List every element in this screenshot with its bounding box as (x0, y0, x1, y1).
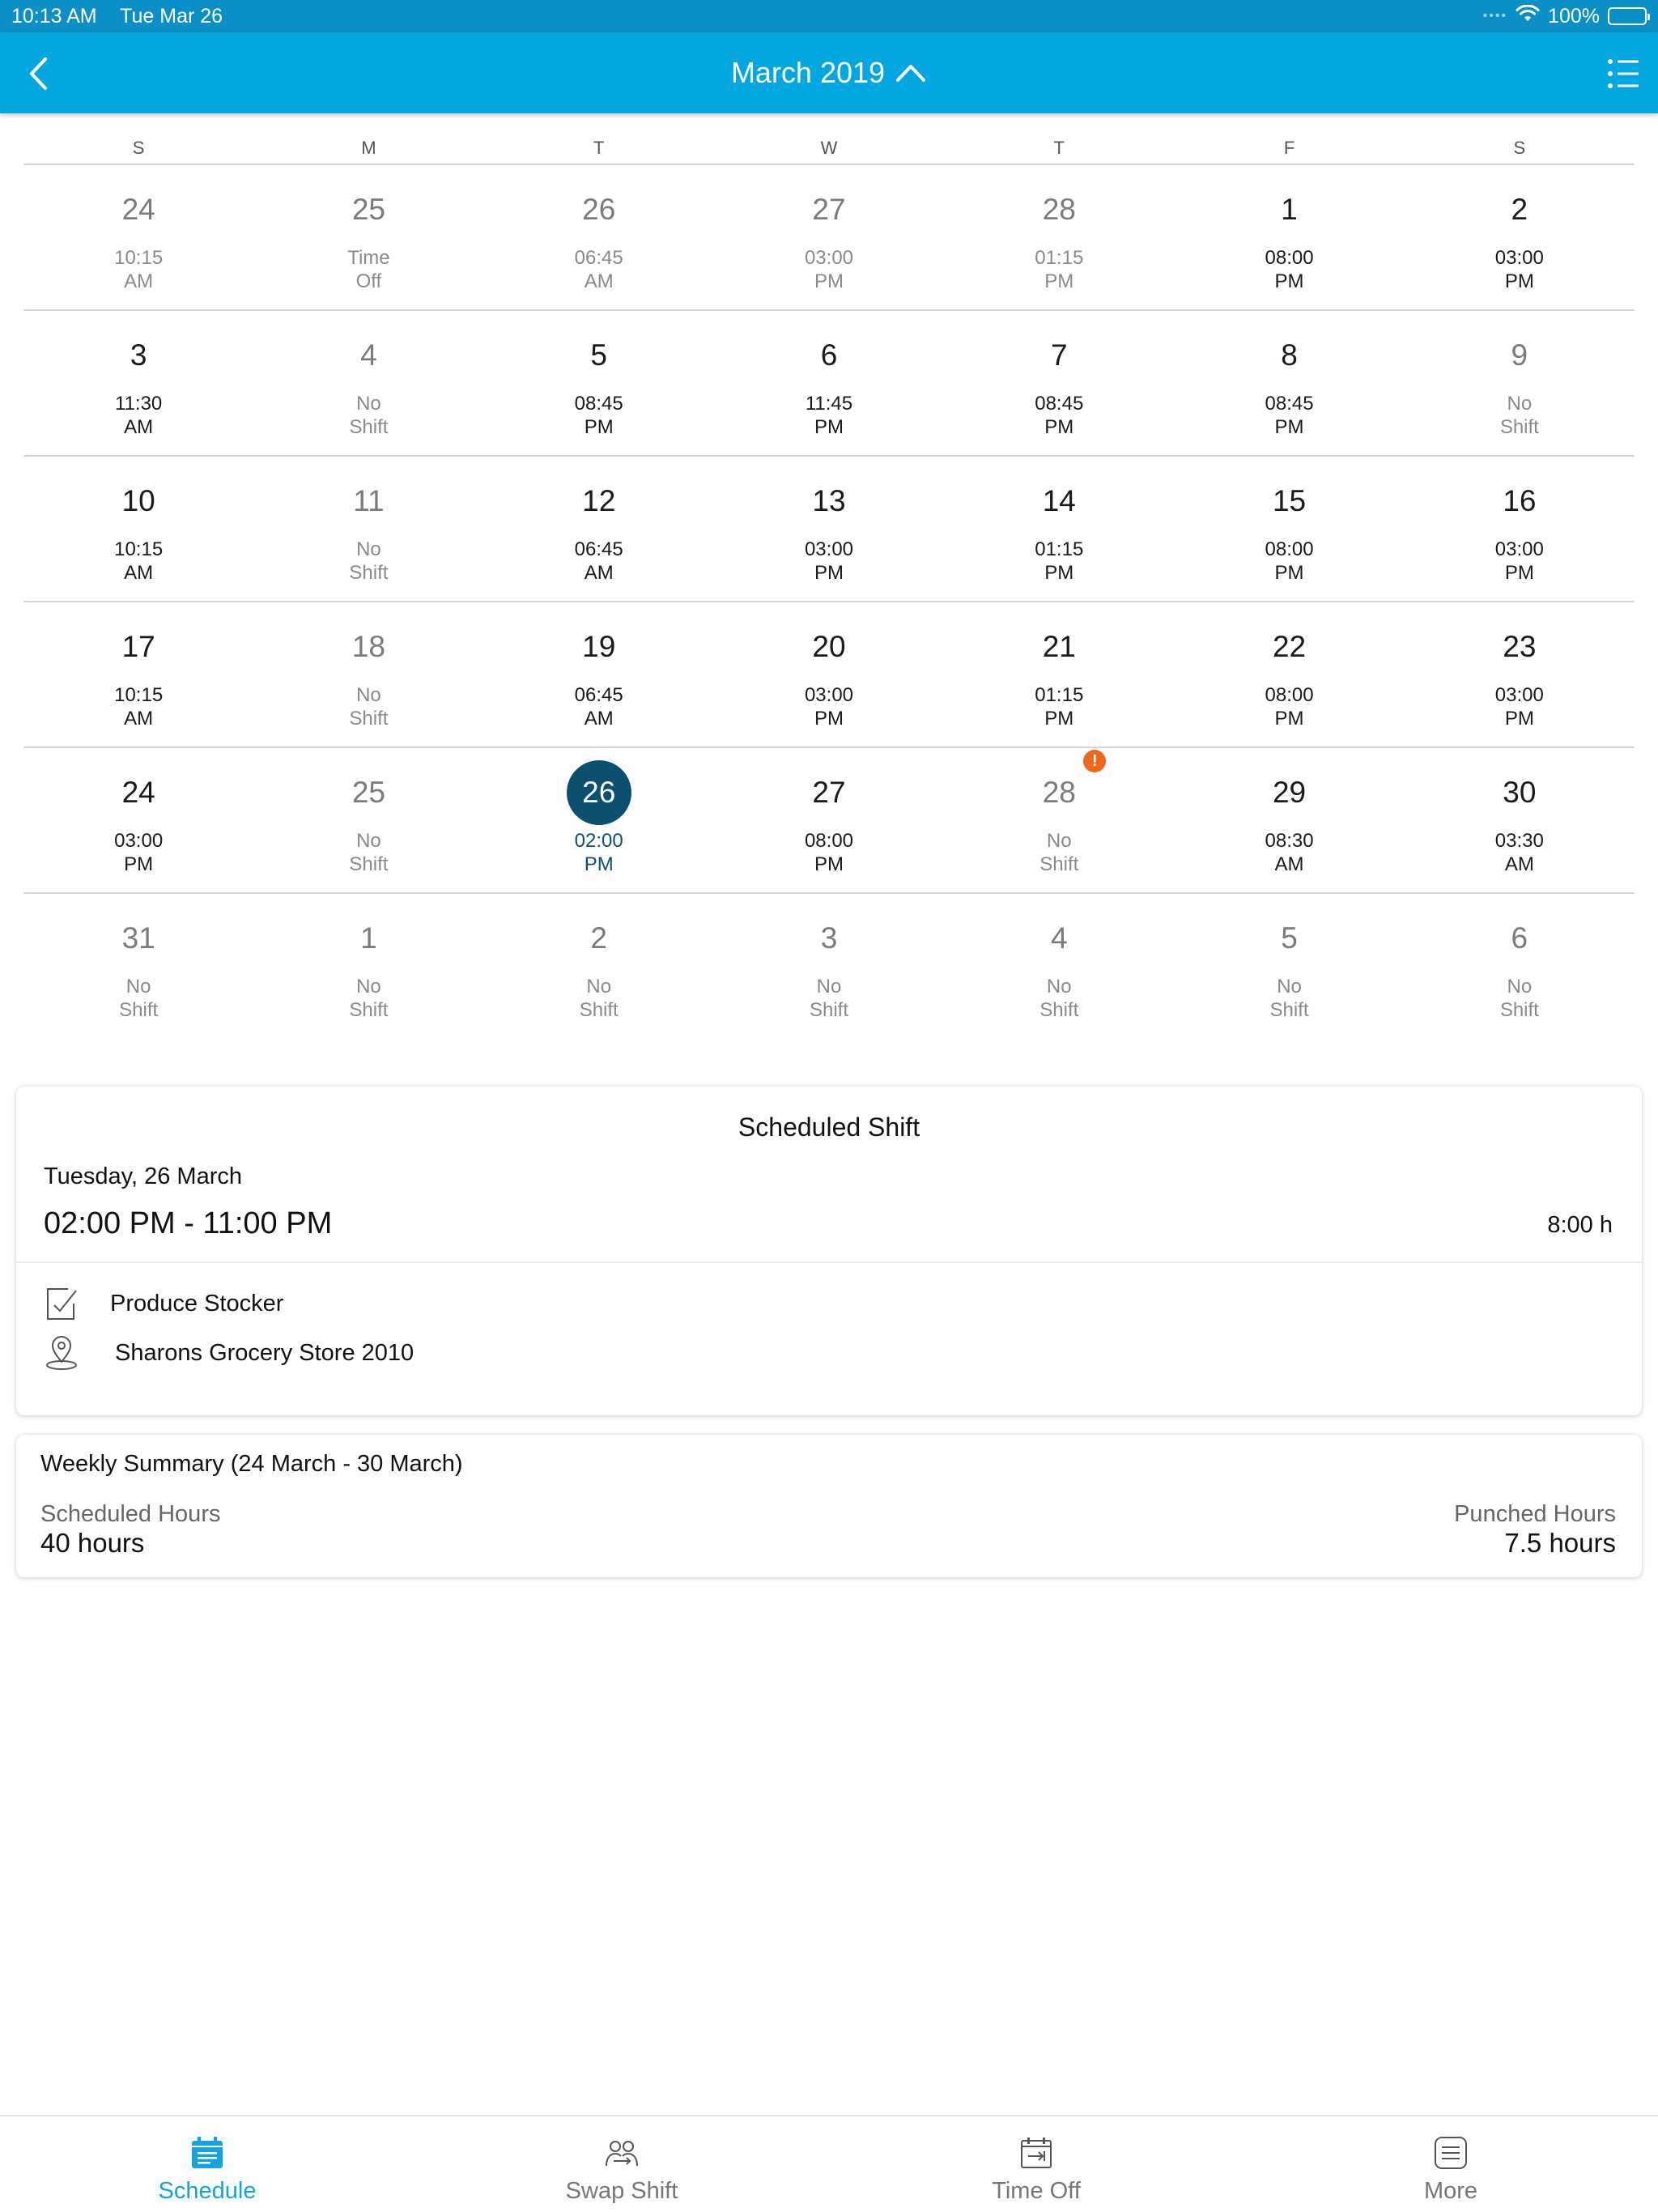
calendar-day[interactable] (714, 165, 944, 309)
list-view-button[interactable] (1603, 53, 1643, 94)
month-calendar (23, 130, 1635, 1038)
day-shift-info (23, 975, 253, 1022)
calendar-day[interactable] (253, 165, 483, 309)
list-icon (1606, 57, 1640, 91)
day-shift-info (23, 683, 253, 730)
tab-time-off[interactable] (829, 2116, 1244, 2212)
calendar-day[interactable] (944, 602, 1174, 747)
day-shift-line1: No (356, 830, 381, 852)
day-number: 16 (1503, 484, 1537, 517)
day-shift-line1: 03:00 (804, 538, 854, 560)
day-shift-line2: Shift (349, 853, 389, 875)
day-shift-line1: 01:15 (1035, 247, 1084, 269)
day-shift-line2: PM (124, 853, 154, 875)
day-shift-info (1174, 975, 1404, 1022)
day-shift-line2: Off (355, 270, 382, 292)
day-shift-line2: PM (814, 416, 844, 438)
day-shift-line2: Shift (1499, 416, 1539, 438)
day-number: 29 (1272, 776, 1307, 809)
day-shift-info (1405, 829, 1635, 876)
day-shift-line2: PM (1504, 270, 1534, 292)
calendar-day[interactable] (944, 748, 1174, 892)
day-shift-info (484, 829, 714, 876)
header-bar (0, 32, 1658, 113)
day-shift-info (23, 246, 253, 293)
day-shift-line2: PM (814, 708, 844, 730)
weekday-header (23, 130, 1635, 164)
day-shift-line1: No (1277, 976, 1302, 998)
shift-role: Produce Stocker (110, 1290, 284, 1317)
day-number: 2 (590, 921, 607, 955)
day-shift-info (1405, 538, 1635, 585)
day-shift-line2: PM (814, 270, 844, 292)
day-shift-line1: 10:15 (114, 684, 164, 706)
day-number: 18 (351, 630, 385, 663)
day-number: 22 (1272, 630, 1307, 663)
day-shift-info (944, 538, 1174, 585)
day-number: 21 (1042, 630, 1076, 663)
day-number: 15 (1272, 484, 1307, 517)
day-shift-line1: 06:45 (574, 538, 623, 560)
calendar-day[interactable] (484, 894, 714, 1038)
scheduled-shift-card[interactable] (16, 1087, 1642, 1415)
cellular-signal-icon: •••• (1482, 9, 1508, 23)
calendar-day-selected[interactable] (484, 748, 714, 892)
calendar-day[interactable] (1174, 748, 1404, 892)
day-shift-line1: No (356, 684, 381, 706)
day-shift-line2: AM (584, 562, 614, 584)
day-shift-line1: 06:45 (574, 684, 623, 706)
day-shift-line1: 11:30 (115, 393, 163, 415)
calendar-day[interactable] (944, 894, 1174, 1038)
day-shift-line1: 08:00 (1265, 684, 1314, 706)
calendar-day[interactable] (253, 748, 483, 892)
day-shift-line1: 03:00 (114, 830, 164, 852)
calendar-week-row (23, 455, 1635, 601)
tab-swap-shift-label: Swap Shift (565, 2178, 678, 2204)
day-number: 1 (1281, 193, 1298, 226)
day-number: 4 (1050, 921, 1068, 955)
calendar-day[interactable] (714, 894, 944, 1038)
weekday-label: M (361, 138, 376, 158)
day-shift-line2: PM (1044, 270, 1074, 292)
day-shift-line2: Shift (1499, 999, 1539, 1021)
calendar-week-row (23, 892, 1635, 1038)
shift-location: Sharons Grocery Store 2010 (115, 1339, 414, 1366)
day-shift-line2: Shift (809, 999, 848, 1021)
calendar-day[interactable] (944, 165, 1174, 309)
calendar-day[interactable] (714, 602, 944, 747)
calendar-week-row (23, 747, 1635, 892)
day-shift-line1: 08:00 (804, 830, 854, 852)
day-number: 12 (582, 484, 616, 517)
day-number: 20 (812, 630, 846, 663)
day-shift-info (714, 392, 944, 439)
day-number: 6 (1511, 921, 1528, 955)
day-number: 24 (121, 193, 155, 226)
day-number: 25 (351, 776, 385, 809)
day-number: 7 (1050, 338, 1068, 372)
calendar-day[interactable] (484, 602, 714, 747)
weekday-label: S (1513, 138, 1526, 158)
shift-time-range: 02:00 PM - 11:00 PM (44, 1206, 333, 1240)
battery-icon (1608, 7, 1647, 25)
day-shift-info (1174, 392, 1404, 439)
day-shift-line2: Shift (1269, 999, 1309, 1021)
day-shift-info (253, 392, 483, 439)
weekday-label: S (132, 138, 145, 158)
day-shift-line1: 08:00 (1265, 538, 1314, 560)
day-shift-info (1405, 392, 1635, 439)
day-number: 4 (360, 338, 377, 372)
divider (16, 1261, 1642, 1263)
calendar-day[interactable] (484, 457, 714, 601)
calendar-day[interactable] (1405, 602, 1635, 747)
time-off-icon (1018, 2134, 1055, 2172)
calendar-week-row (23, 309, 1635, 455)
calendar-day[interactable] (1174, 894, 1404, 1038)
wifi-icon (1516, 5, 1540, 28)
day-shift-info (484, 975, 714, 1022)
day-shift-line1: No (125, 976, 151, 998)
day-shift-line2: PM (1504, 562, 1534, 584)
day-shift-line1: 03:00 (804, 247, 854, 269)
status-date: Tue Mar 26 (120, 4, 223, 28)
day-shift-info (714, 829, 944, 876)
day-shift-info (23, 829, 253, 876)
day-shift-info (944, 392, 1174, 439)
day-number: 13 (812, 484, 846, 517)
day-shift-info (484, 246, 714, 293)
scheduled-hours-value: 40 hours (40, 1528, 145, 1558)
calendar-day[interactable] (23, 457, 253, 601)
day-shift-line1: 08:30 (1265, 830, 1314, 852)
day-shift-line1: Time (347, 247, 390, 269)
day-shift-line1: 08:45 (574, 393, 623, 415)
day-number: 31 (121, 921, 155, 955)
day-shift-line2: AM (1274, 853, 1304, 875)
punched-hours-value: 7.5 hours (1504, 1528, 1616, 1558)
calendar-day[interactable] (1405, 457, 1635, 601)
calendar-day[interactable] (253, 457, 483, 601)
shift-duration: 8:00 h (1547, 1212, 1613, 1238)
day-shift-info (253, 246, 483, 293)
day-shift-line2: Shift (349, 416, 389, 438)
day-shift-line1: No (1046, 976, 1072, 998)
tab-time-off-label: Time Off (992, 2178, 1081, 2204)
calendar-day[interactable] (23, 311, 253, 455)
day-shift-line2: PM (1274, 270, 1304, 292)
day-shift-info (944, 683, 1174, 730)
calendar-day[interactable] (23, 602, 253, 747)
day-number: 24 (121, 776, 155, 809)
day-shift-line2: PM (1044, 708, 1074, 730)
month-selector[interactable] (0, 32, 1658, 113)
calendar-day[interactable] (714, 457, 944, 601)
day-shift-info (1174, 829, 1404, 876)
calendar-day[interactable] (1405, 311, 1635, 455)
day-shift-info (1405, 246, 1635, 293)
day-shift-info (1405, 683, 1635, 730)
calendar-weeks (23, 164, 1635, 1038)
day-shift-line1: 02:00 (574, 830, 623, 852)
weekday-label: W (820, 138, 838, 158)
day-shift-line2: Shift (579, 999, 619, 1021)
day-number: 19 (582, 630, 616, 663)
day-shift-info (944, 246, 1174, 293)
day-number: 2 (1511, 193, 1528, 226)
day-number: 25 (351, 193, 385, 226)
day-number: 14 (1042, 484, 1076, 517)
day-shift-line2: PM (1274, 416, 1304, 438)
day-shift-line2: AM (124, 562, 154, 584)
day-shift-info (714, 683, 944, 730)
day-shift-line2: AM (584, 270, 614, 292)
location-pin-icon (44, 1334, 79, 1372)
day-shift-line1: 01:15 (1035, 538, 1084, 560)
day-shift-line1: No (1046, 830, 1072, 852)
day-shift-line2: PM (1274, 562, 1304, 584)
day-number: 27 (812, 776, 846, 809)
day-shift-line1: No (356, 538, 381, 560)
calendar-day[interactable] (23, 894, 253, 1038)
calendar-day[interactable] (1405, 894, 1635, 1038)
calendar-day[interactable] (253, 311, 483, 455)
day-shift-line1: 10:15 (114, 538, 164, 560)
tab-schedule-label: Schedule (158, 2178, 257, 2204)
day-shift-info (484, 538, 714, 585)
day-shift-line1: 06:45 (574, 247, 623, 269)
status-time: 10:13 AM (11, 4, 97, 28)
day-number: 3 (820, 921, 838, 955)
swap-shift-icon (603, 2134, 640, 2172)
calendar-day[interactable] (23, 165, 253, 309)
chevron-up-icon (895, 62, 927, 83)
day-number: 26 (582, 193, 616, 226)
day-shift-line2: PM (584, 416, 614, 438)
shift-role-row (44, 1285, 283, 1322)
battery-percent: 100% (1548, 4, 1600, 28)
day-shift-line1: 03:30 (1494, 830, 1544, 852)
day-shift-info (1174, 683, 1404, 730)
day-number: 5 (1281, 921, 1298, 955)
punched-hours-label: Punched Hours (1454, 1501, 1616, 1527)
day-shift-info (253, 683, 483, 730)
month-title: March 2019 (730, 56, 886, 89)
calendar-day[interactable] (714, 311, 944, 455)
day-shift-line1: No (586, 976, 612, 998)
day-number: 5 (590, 338, 607, 372)
day-shift-info (253, 538, 483, 585)
weekday-label: T (593, 138, 605, 158)
day-shift-line2: PM (814, 853, 844, 875)
day-shift-info (253, 975, 483, 1022)
day-shift-info (714, 246, 944, 293)
weekly-summary-card (16, 1435, 1642, 1577)
day-shift-line2: AM (1504, 853, 1534, 875)
calendar-day[interactable] (1405, 748, 1635, 892)
day-shift-line1: 03:00 (1494, 538, 1544, 560)
day-shift-line1: 03:00 (1494, 684, 1544, 706)
day-shift-line2: PM (1044, 562, 1074, 584)
day-shift-line1: 03:00 (1494, 247, 1544, 269)
day-number: 28 (1042, 776, 1076, 809)
day-shift-line1: No (356, 976, 381, 998)
day-shift-line1: 01:15 (1035, 684, 1084, 706)
day-number: 10 (121, 484, 155, 517)
calendar-day[interactable] (1174, 602, 1404, 747)
day-shift-info (484, 683, 714, 730)
status-bar (0, 0, 1658, 32)
calendar-day[interactable] (484, 165, 714, 309)
day-shift-line1: No (356, 393, 381, 415)
day-shift-line2: AM (124, 270, 154, 292)
day-shift-info (1174, 538, 1404, 585)
calendar-day[interactable] (253, 894, 483, 1038)
day-shift-line1: 08:00 (1265, 247, 1314, 269)
calendar-day[interactable] (484, 311, 714, 455)
day-shift-line2: Shift (1039, 853, 1079, 875)
day-shift-info (23, 392, 253, 439)
day-shift-line1: 03:00 (804, 684, 854, 706)
day-shift-line1: 10:15 (114, 247, 164, 269)
day-shift-info (23, 538, 253, 585)
calendar-icon (189, 2134, 226, 2172)
shift-location-row (44, 1334, 414, 1372)
day-shift-line2: PM (814, 562, 844, 584)
day-shift-info (1405, 975, 1635, 1022)
calendar-day[interactable] (1174, 165, 1404, 309)
day-number: 26 (567, 760, 631, 825)
scheduled-hours-label: Scheduled Hours (40, 1501, 221, 1527)
day-shift-line1: 11:45 (805, 393, 853, 415)
job-checklist-icon (44, 1285, 79, 1322)
day-number: 17 (121, 630, 155, 663)
day-number: 8 (1281, 338, 1298, 372)
calendar-day[interactable] (1174, 457, 1404, 601)
calendar-week-row (23, 164, 1635, 309)
day-shift-line2: Shift (349, 708, 389, 730)
day-shift-line2: PM (584, 853, 614, 875)
day-shift-line2: AM (584, 708, 614, 730)
day-shift-line1: No (1507, 393, 1533, 415)
day-number: 23 (1503, 630, 1537, 663)
day-number: 9 (1511, 338, 1528, 372)
day-shift-info (714, 975, 944, 1022)
day-number: 11 (353, 484, 385, 517)
day-shift-info (484, 392, 714, 439)
day-shift-line2: Shift (349, 999, 389, 1021)
status-right (1483, 5, 1647, 28)
calendar-day[interactable] (1405, 165, 1635, 309)
bottom-tab-bar (0, 2115, 1658, 2212)
day-shift-line1: 08:45 (1035, 393, 1084, 415)
day-shift-line2: AM (124, 708, 154, 730)
day-shift-line2: PM (1274, 708, 1304, 730)
day-shift-info (944, 829, 1174, 876)
day-shift-line1: No (1507, 976, 1533, 998)
day-shift-line2: Shift (1039, 999, 1079, 1021)
calendar-day[interactable] (1174, 311, 1404, 455)
day-shift-info (944, 975, 1174, 1022)
weekday-label: T (1053, 138, 1065, 158)
tab-schedule[interactable] (0, 2116, 414, 2212)
day-shift-line2: Shift (119, 999, 159, 1021)
day-shift-line2: PM (1044, 416, 1074, 438)
day-shift-line1: 08:45 (1265, 393, 1314, 415)
status-left (11, 5, 240, 28)
day-shift-info (1174, 246, 1404, 293)
day-shift-line2: Shift (349, 562, 389, 584)
shift-card-title: Scheduled Shift (738, 1112, 920, 1142)
day-shift-line1: No (816, 976, 842, 998)
weekday-label: F (1283, 138, 1295, 158)
day-shift-line2: AM (124, 416, 154, 438)
calendar-week-row (23, 601, 1635, 747)
tab-more-label: More (1423, 2178, 1478, 2204)
calendar-day[interactable] (253, 602, 483, 747)
more-icon (1432, 2134, 1469, 2172)
tab-swap-shift[interactable] (414, 2116, 829, 2212)
day-number: 27 (812, 193, 846, 226)
day-number: 28 (1042, 193, 1076, 226)
day-number: 6 (820, 338, 838, 372)
day-shift-info (253, 829, 483, 876)
calendar-day[interactable] (944, 457, 1174, 601)
calendar-day[interactable] (714, 748, 944, 892)
calendar-day[interactable] (23, 748, 253, 892)
shift-date: Tuesday, 26 March (44, 1163, 242, 1189)
day-shift-line2: PM (1504, 708, 1534, 730)
day-number: 1 (360, 921, 377, 955)
alert-badge-icon: ! (1083, 750, 1106, 772)
tab-more[interactable] (1244, 2116, 1658, 2212)
calendar-day[interactable] (944, 311, 1174, 455)
day-number: 3 (130, 338, 147, 372)
day-shift-info (714, 538, 944, 585)
weekly-summary-title: Weekly Summary (24 March - 30 March) (40, 1451, 463, 1477)
day-number: 30 (1503, 776, 1537, 809)
